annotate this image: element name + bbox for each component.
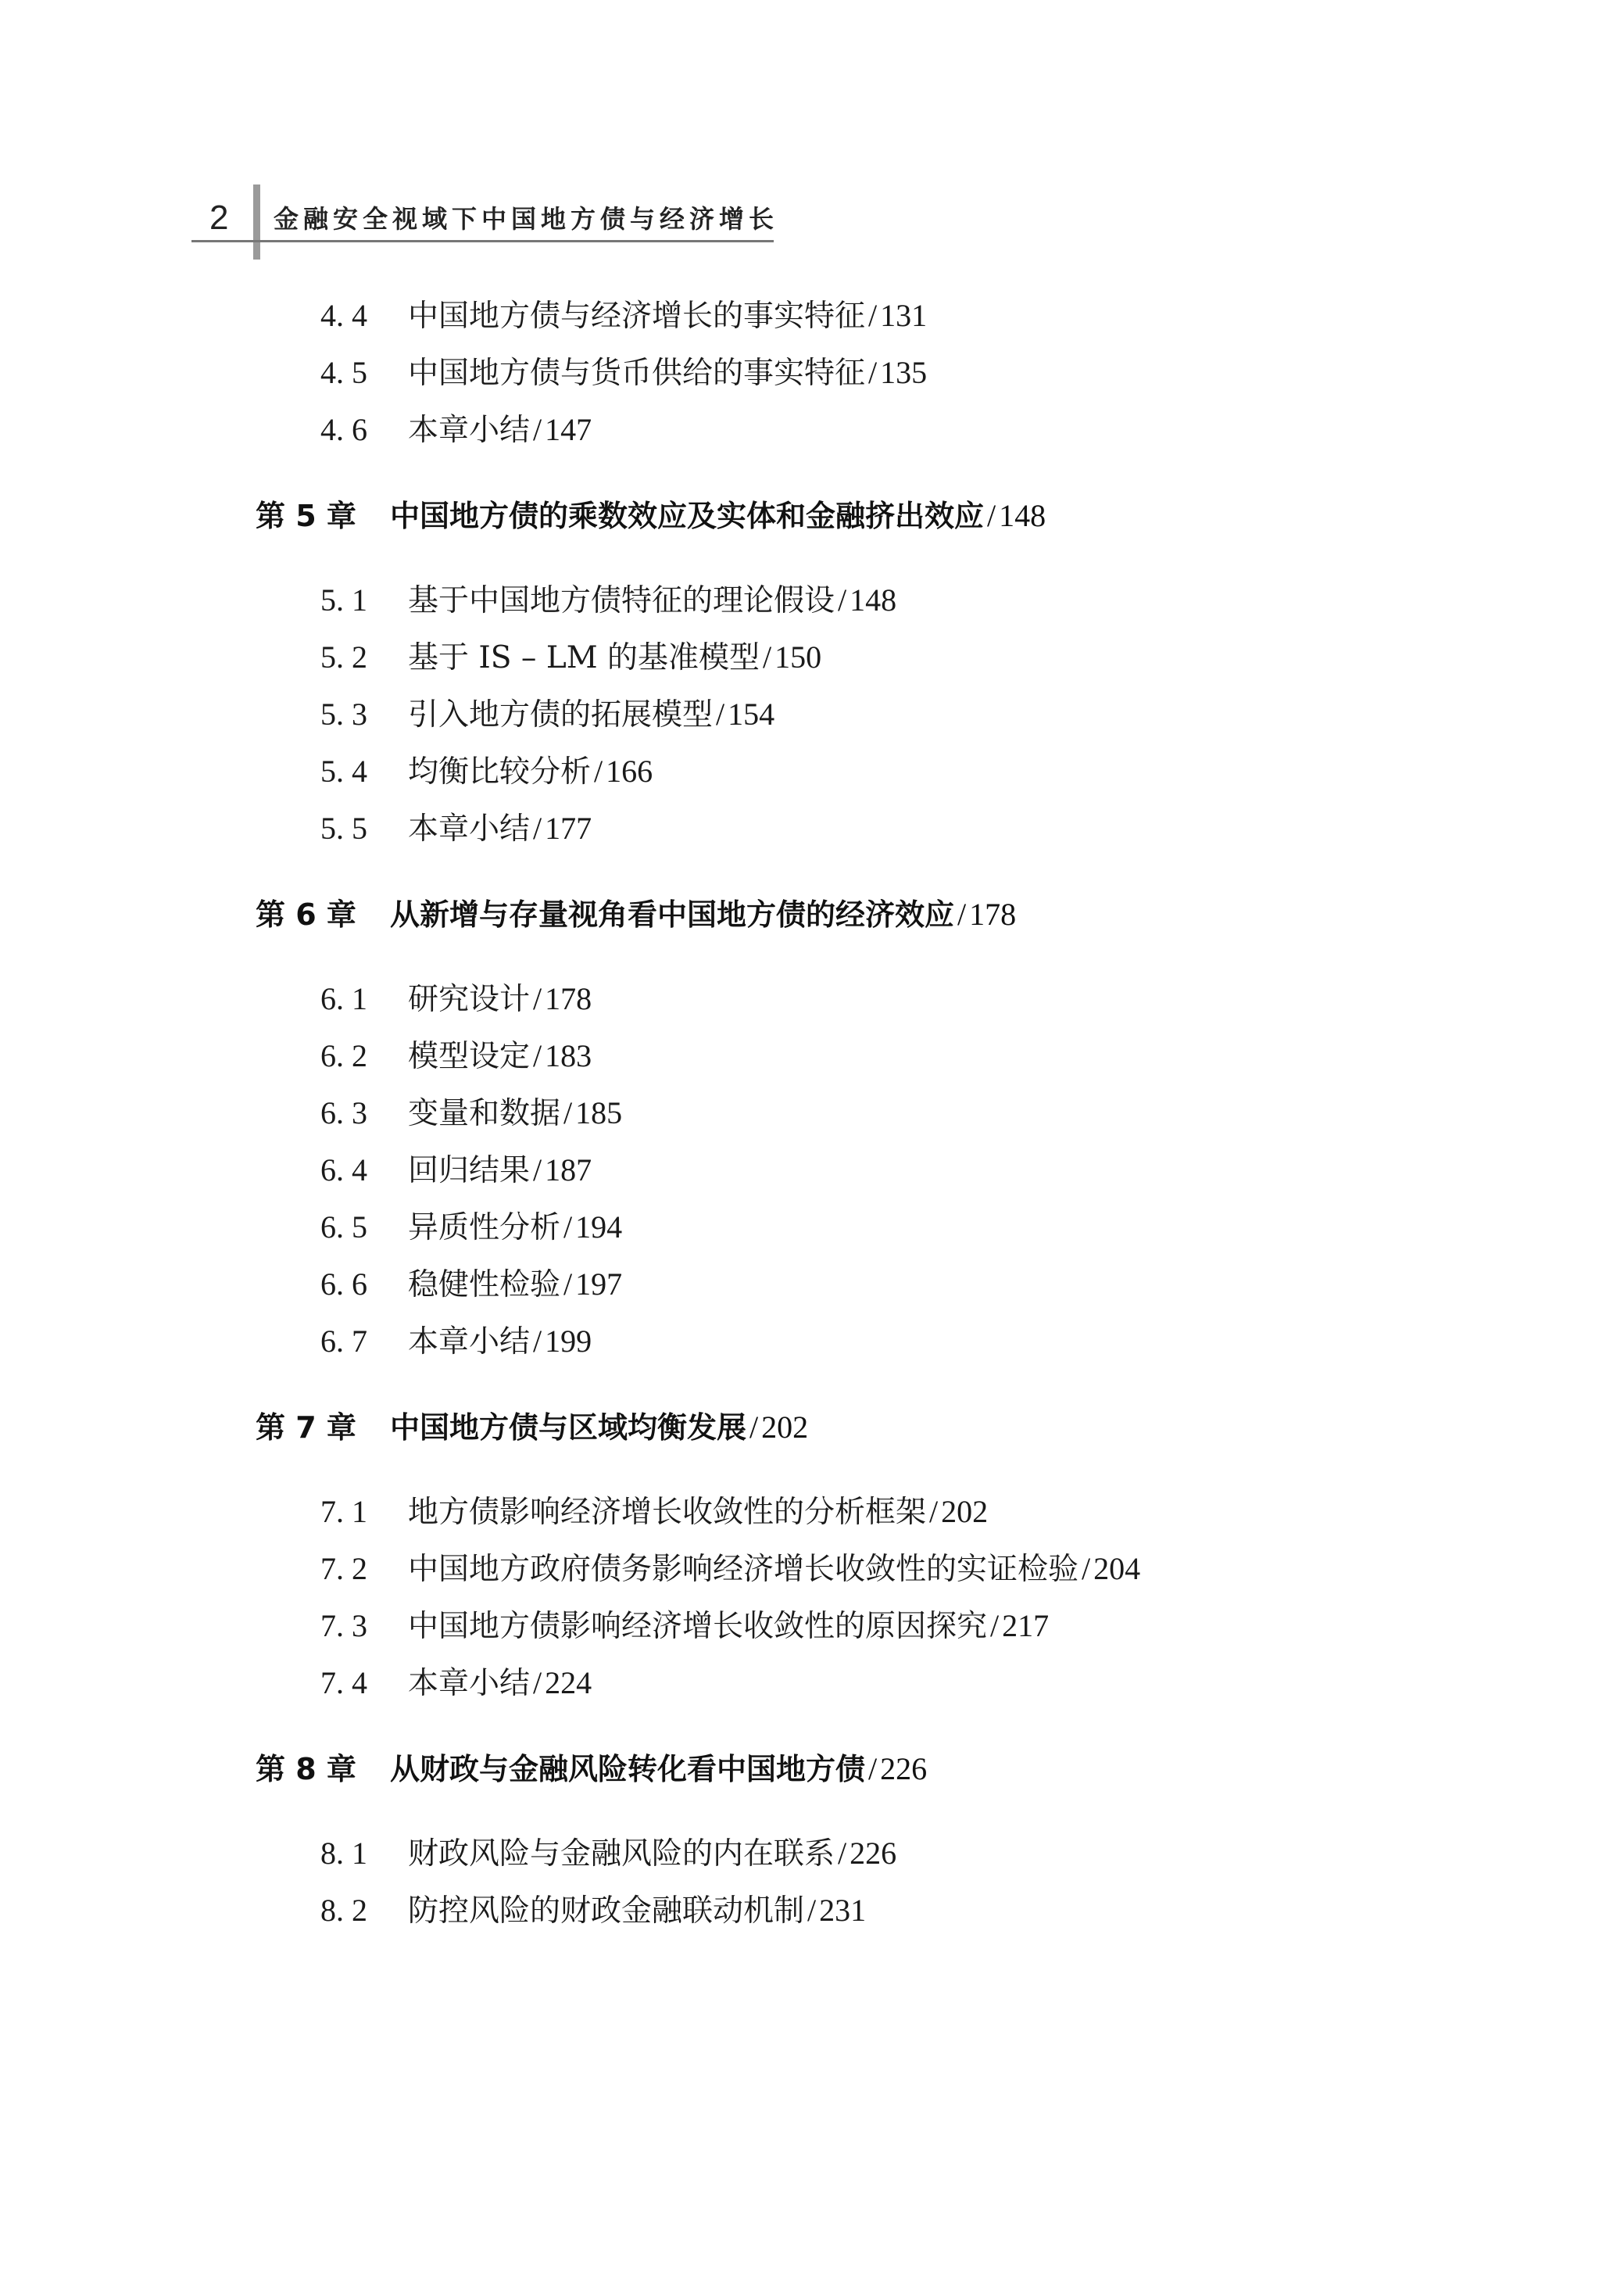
- toc-section-6-3[interactable]: [320, 1090, 622, 1137]
- toc-chapter-5[interactable]: [256, 491, 1046, 541]
- separator: /: [957, 897, 967, 932]
- page-ref: 202: [941, 1494, 989, 1529]
- section-number: 4. 5: [320, 355, 367, 390]
- toc-section-4-4[interactable]: [320, 292, 927, 339]
- page-ref: 150: [774, 639, 822, 675]
- toc-section-5-1[interactable]: [320, 577, 896, 624]
- section-number: 7. 3: [320, 1608, 367, 1643]
- separator: /: [533, 1152, 542, 1187]
- toc-section-7-1[interactable]: [320, 1488, 988, 1535]
- page-ref: 148: [850, 582, 897, 618]
- section-title: 中国地方债与经济增长的事实特征: [408, 299, 866, 334]
- separator: /: [533, 1324, 542, 1359]
- section-title: 均衡比较分析: [408, 754, 592, 790]
- section-number: 5. 3: [320, 697, 367, 732]
- chapter-number: 第 8 章: [256, 1752, 356, 1786]
- section-title: 本章小结: [408, 1666, 531, 1701]
- separator: /: [533, 981, 542, 1016]
- toc-section-6-7[interactable]: [320, 1318, 592, 1365]
- separator: /: [594, 754, 603, 789]
- section-number: 6. 6: [320, 1266, 367, 1302]
- page-ref: 226: [850, 1836, 897, 1871]
- page-ref: 166: [606, 754, 653, 789]
- separator: /: [563, 1209, 573, 1245]
- section-title: 中国地方债与货币供给的事实特征: [408, 356, 866, 391]
- chapter-title: 中国地方债与区域均衡发展: [390, 1410, 747, 1445]
- section-number: 6. 5: [320, 1209, 367, 1245]
- separator: /: [533, 811, 542, 846]
- page-ref: 135: [880, 355, 928, 390]
- separator: /: [1082, 1551, 1091, 1586]
- section-title: 中国地方政府债务影响经济增长收敛性的实证检验: [408, 1552, 1079, 1587]
- separator: /: [838, 582, 847, 618]
- separator: /: [990, 1608, 1000, 1643]
- chapter-number: 第 7 章: [256, 1410, 356, 1445]
- section-number: 6. 2: [320, 1038, 367, 1073]
- separator: /: [533, 412, 542, 447]
- toc-section-5-4[interactable]: [320, 748, 653, 795]
- page-ref: 202: [761, 1410, 809, 1445]
- toc-section-5-2[interactable]: [320, 634, 821, 681]
- section-number: 8. 1: [320, 1836, 367, 1871]
- chapter-number: 第 6 章: [256, 897, 356, 932]
- section-title: 本章小结: [408, 811, 531, 847]
- header-divider-bar: [253, 184, 260, 260]
- toc-chapter-6[interactable]: [256, 890, 1016, 940]
- separator: /: [763, 639, 772, 675]
- section-title: 异质性分析: [408, 1210, 561, 1245]
- chapter-title: 从新增与存量视角看中国地方债的经济效应: [390, 897, 955, 932]
- toc-chapter-8[interactable]: [256, 1744, 927, 1794]
- section-number: 6. 4: [320, 1152, 367, 1187]
- section-title: 基于 IS – LM 的基准模型: [408, 640, 760, 675]
- separator: /: [533, 1038, 542, 1073]
- separator: /: [716, 697, 725, 732]
- section-title: 中国地方债影响经济增长收敛性的原因探究: [408, 1609, 988, 1644]
- page-number: 2: [209, 199, 229, 237]
- toc-section-6-6[interactable]: [320, 1261, 622, 1308]
- separator: /: [868, 298, 878, 333]
- section-number: 7. 1: [320, 1494, 367, 1529]
- page-ref: 226: [880, 1751, 928, 1786]
- running-title: 金融安全视域下中国地方债与经济增长: [274, 204, 779, 234]
- toc-section-7-4[interactable]: [320, 1660, 592, 1707]
- section-number: 5. 2: [320, 639, 367, 675]
- section-number: 6. 3: [320, 1095, 367, 1130]
- section-number: 8. 2: [320, 1893, 367, 1928]
- page-ref: 154: [728, 697, 775, 732]
- section-title: 变量和数据: [408, 1096, 561, 1131]
- chapter-number: 第 5 章: [256, 499, 356, 533]
- section-title: 本章小结: [408, 1324, 531, 1359]
- section-number: 4. 4: [320, 298, 367, 333]
- toc-section-6-1[interactable]: [320, 976, 592, 1023]
- page-ref: 185: [575, 1095, 623, 1130]
- separator: /: [563, 1095, 573, 1130]
- separator: /: [929, 1494, 939, 1529]
- section-number: 4. 6: [320, 412, 367, 447]
- section-number: 5. 1: [320, 582, 367, 618]
- toc-section-6-2[interactable]: [320, 1033, 592, 1080]
- toc-section-5-5[interactable]: [320, 805, 592, 852]
- page-ref: 199: [545, 1324, 592, 1359]
- chapter-title: 中国地方债的乘数效应及实体和金融挤出效应: [390, 499, 985, 533]
- page-header: [0, 0, 1624, 266]
- toc-section-7-2[interactable]: [320, 1546, 1140, 1592]
- page-ref: 148: [999, 498, 1046, 533]
- page-ref: 204: [1093, 1551, 1141, 1586]
- toc-section-4-6[interactable]: [320, 407, 592, 453]
- separator: /: [563, 1266, 573, 1302]
- toc-section-5-3[interactable]: [320, 691, 774, 738]
- toc-section-6-4[interactable]: [320, 1147, 592, 1194]
- page-ref: 177: [545, 811, 592, 846]
- section-number: 7. 2: [320, 1551, 367, 1586]
- page-ref: 131: [880, 298, 928, 333]
- separator: /: [868, 355, 878, 390]
- page-ref: 224: [545, 1665, 592, 1700]
- page-ref: 183: [545, 1038, 592, 1073]
- page-ref: 187: [545, 1152, 592, 1187]
- section-title: 回归结果: [408, 1153, 531, 1188]
- page-ref: 194: [575, 1209, 623, 1245]
- separator: /: [987, 498, 996, 533]
- page-ref: 217: [1002, 1608, 1050, 1643]
- section-title: 模型设定: [408, 1039, 531, 1074]
- toc-section-6-5[interactable]: [320, 1204, 622, 1251]
- section-title: 研究设计: [408, 982, 531, 1017]
- toc-section-8-1[interactable]: [320, 1830, 896, 1877]
- section-title: 本章小结: [408, 413, 531, 448]
- section-number: 6. 7: [320, 1324, 367, 1359]
- toc-section-4-5[interactable]: [320, 349, 927, 396]
- toc-section-7-3[interactable]: [320, 1603, 1049, 1650]
- section-number: 5. 5: [320, 811, 367, 846]
- chapter-title: 从财政与金融风险转化看中国地方债: [390, 1752, 866, 1786]
- separator: /: [533, 1665, 542, 1700]
- header-rule: [191, 240, 774, 242]
- section-title: 防控风险的财政金融联动机制: [408, 1893, 805, 1929]
- page-ref: 178: [545, 981, 592, 1016]
- page-ref: 147: [545, 412, 592, 447]
- section-title: 财政风险与金融风险的内在联系: [408, 1836, 835, 1872]
- section-number: 6. 1: [320, 981, 367, 1016]
- separator: /: [868, 1751, 878, 1786]
- toc-section-8-2[interactable]: [320, 1887, 866, 1934]
- page-ref: 197: [575, 1266, 623, 1302]
- page-ref: 178: [969, 897, 1017, 932]
- section-title: 地方债影响经济增长收敛性的分析框架: [408, 1495, 927, 1530]
- toc-chapter-7[interactable]: [256, 1402, 808, 1453]
- section-number: 5. 4: [320, 754, 367, 789]
- page-ref: 231: [819, 1893, 867, 1928]
- section-title: 引入地方债的拓展模型: [408, 697, 714, 733]
- section-title: 基于中国地方债特征的理论假设: [408, 583, 835, 618]
- separator: /: [807, 1893, 817, 1928]
- separator: /: [749, 1410, 759, 1445]
- section-number: 7. 4: [320, 1665, 367, 1700]
- section-title: 稳健性检验: [408, 1267, 561, 1302]
- separator: /: [838, 1836, 847, 1871]
